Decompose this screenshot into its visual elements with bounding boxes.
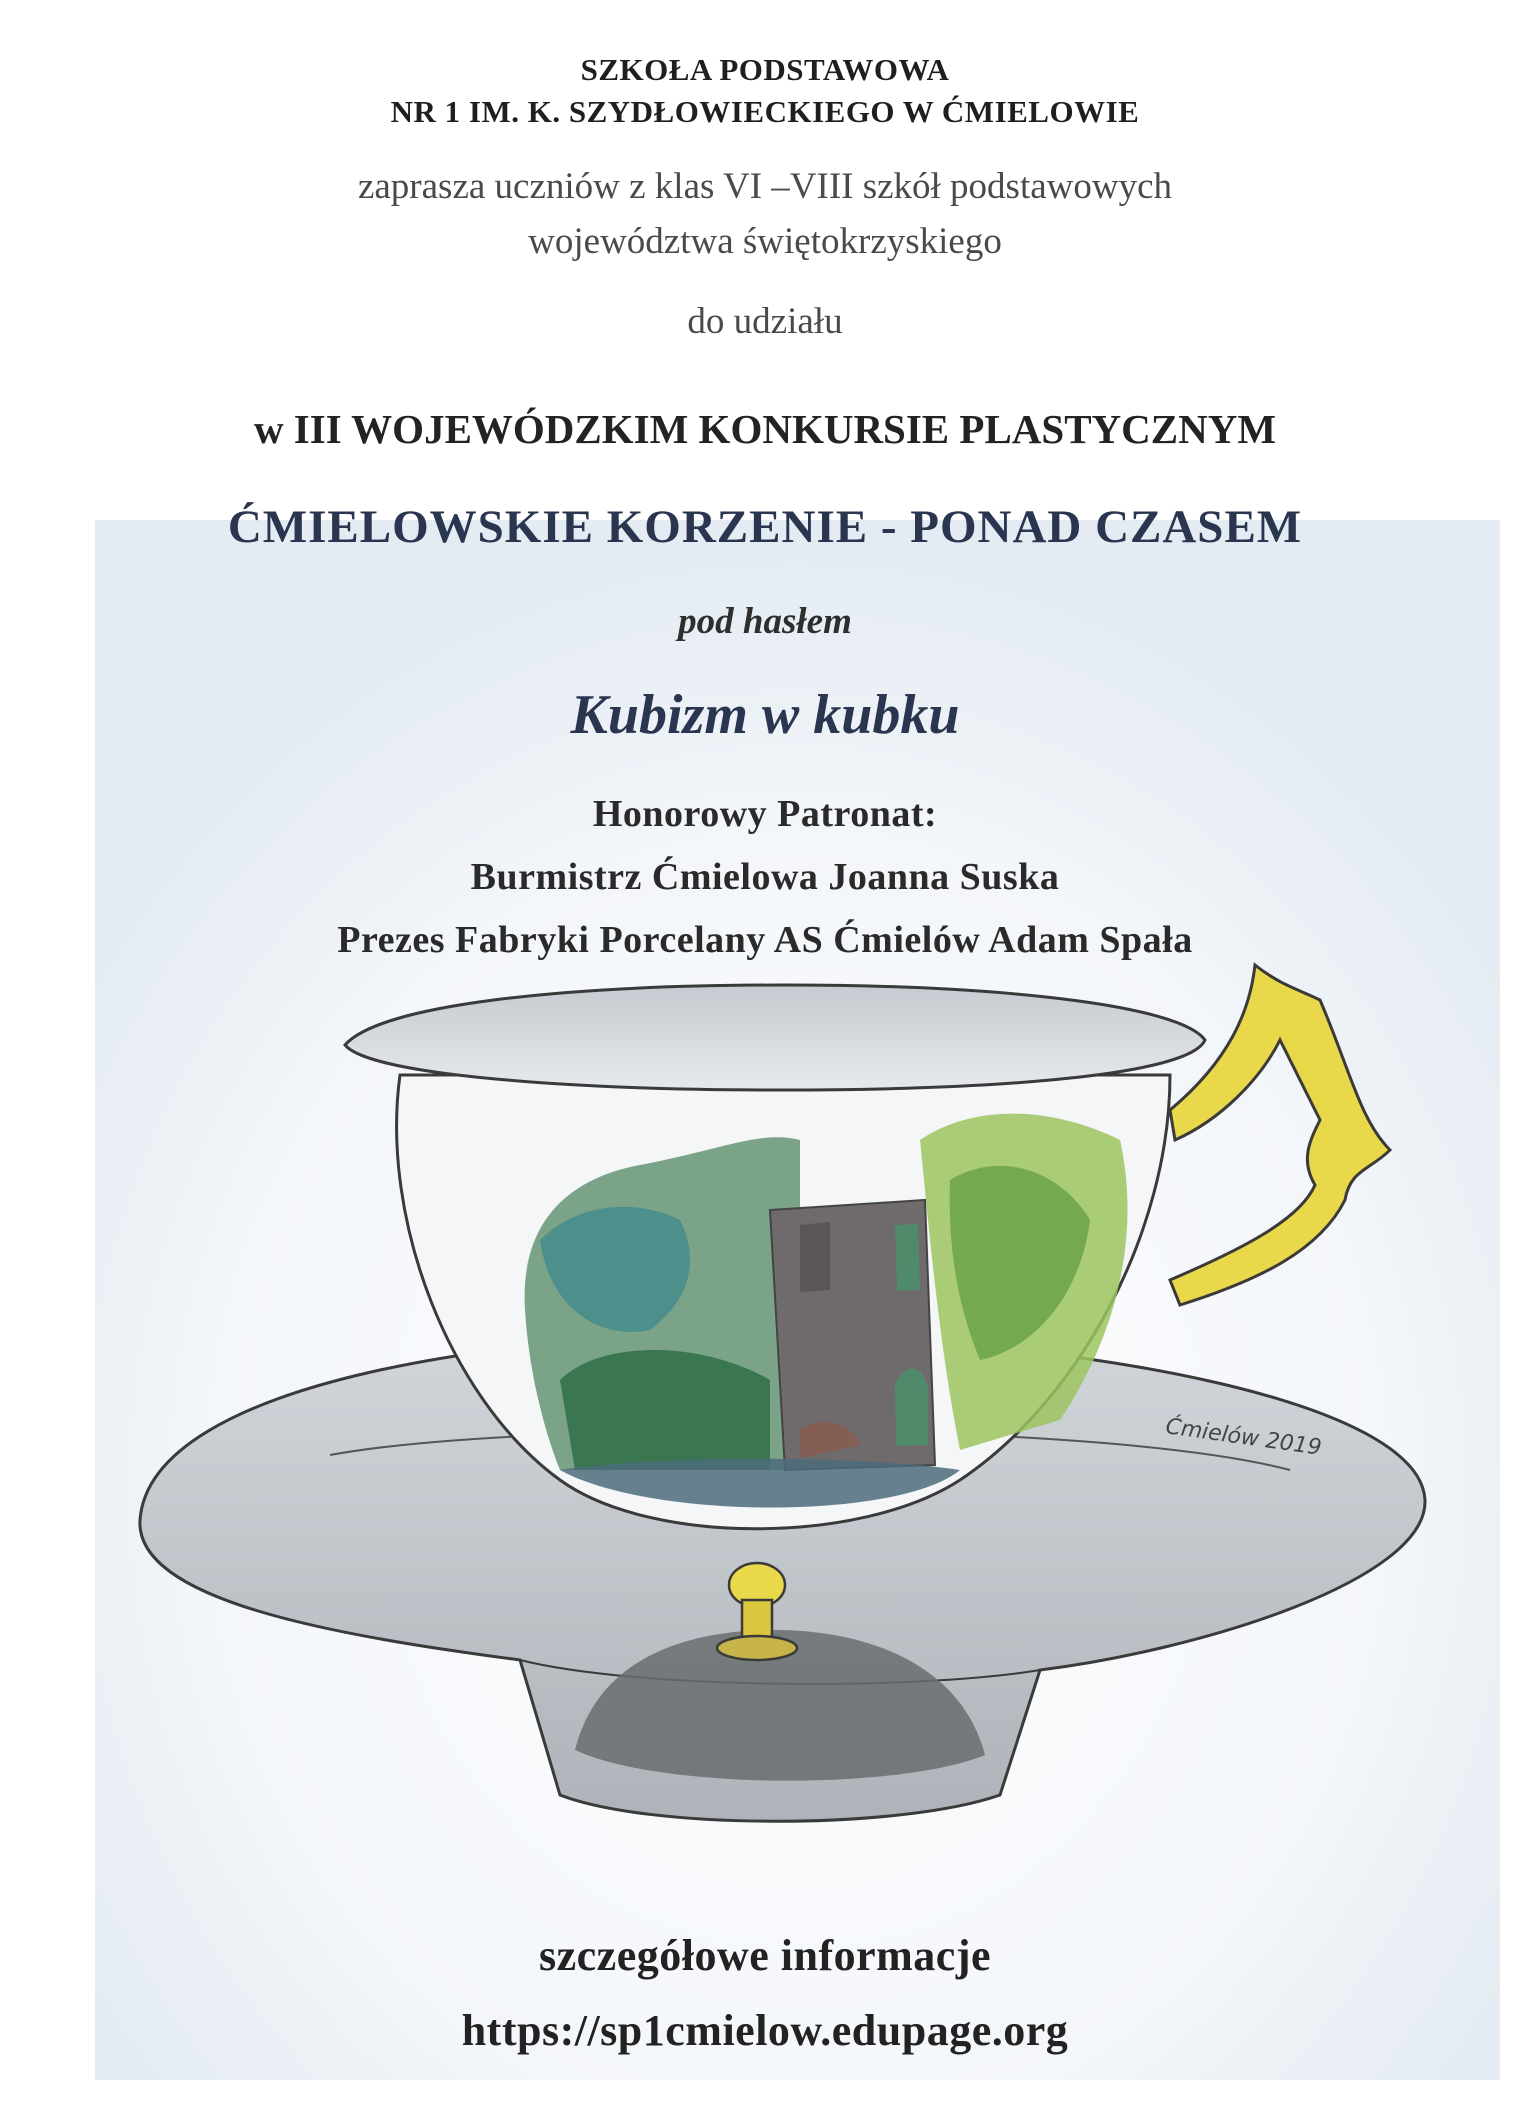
- patron-factory: Prezes Fabryki Porcelany AS Ćmielów Adam Spała: [337, 919, 1193, 961]
- info-url[interactable]: https://sp1cmielow.edupage.org: [461, 2006, 1069, 2055]
- contest-name: ĆMIELOWSKIE KORZENIE - PONAD CZASEM: [227, 501, 1303, 553]
- school-name-line1: SZKOŁA PODSTAWOWA: [580, 52, 950, 87]
- patron-mayor: Burmistrz Ćmielowa Joanna Suska: [470, 856, 1060, 898]
- contest-title: w III WOJEWÓDZKIM KONKURSIE PLASTYCZNYM: [253, 406, 1277, 452]
- motto: Kubizm w kubku: [570, 684, 960, 746]
- invitation-line3: do udziału: [687, 301, 843, 342]
- motto-intro: pod hasłem: [678, 601, 852, 642]
- patronage-heading: Honorowy Patronat:: [592, 793, 938, 835]
- artwork-signature: Ćmielów 2019: [1164, 1414, 1323, 1461]
- school-name-line2: NR 1 IM. K. SZYDŁOWIECKIEGO W ĆMIELOWIE: [390, 94, 1140, 129]
- info-label: szczegółowe informacje: [538, 1931, 991, 1980]
- invitation-line2: województwa świętokrzyskiego: [528, 221, 1002, 262]
- invitation-line1: zaprasza uczniów z klas VI –VIII szkół podstawowych: [357, 166, 1173, 207]
